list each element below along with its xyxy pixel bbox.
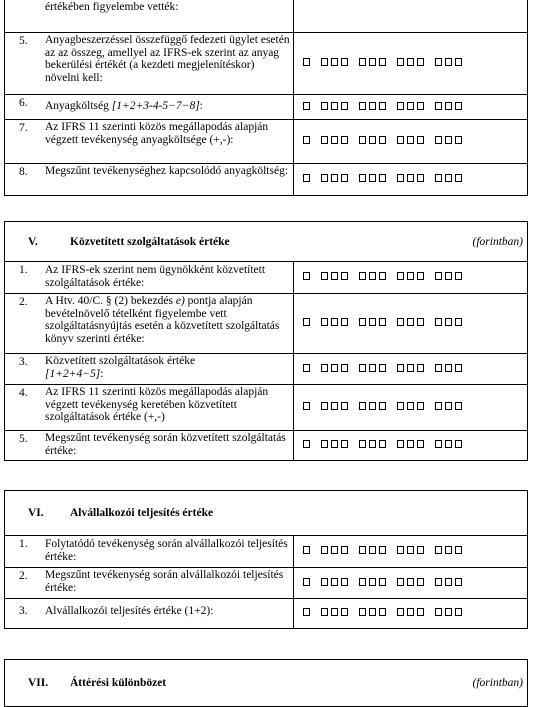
digit-box[interactable] [455, 272, 462, 280]
amount-input-boxes[interactable] [294, 385, 527, 430]
digit-box[interactable] [455, 546, 462, 554]
digit-box[interactable] [369, 136, 376, 144]
digit-box[interactable] [331, 402, 338, 410]
digit-box[interactable] [341, 578, 348, 586]
digit-box[interactable] [369, 578, 376, 586]
digit-box[interactable] [417, 272, 424, 280]
digit-box[interactable] [407, 608, 414, 616]
digit-box[interactable] [417, 58, 424, 66]
digit-box[interactable] [417, 578, 424, 586]
digit-box[interactable] [379, 136, 386, 144]
digit-box[interactable] [417, 546, 424, 554]
digit-box[interactable] [341, 102, 348, 110]
digit-box[interactable] [369, 102, 376, 110]
digit-box[interactable] [455, 136, 462, 144]
section-title: Alvállalkozói teljesítés értéke [70, 507, 214, 519]
digit-box[interactable] [435, 58, 442, 66]
digit-box[interactable] [445, 546, 452, 554]
row-number: 3. [19, 356, 28, 368]
digit-box[interactable] [359, 102, 366, 110]
digit-box[interactable] [435, 318, 442, 326]
row-number: 1. [19, 538, 28, 550]
row-description: Megszűnt tevékenység során alvállalkozói teljesítés értéke: [43, 568, 294, 598]
digit-box[interactable] [341, 364, 348, 372]
row-description: Alvállalkozói teljesítés értéke (1+2): [43, 599, 294, 628]
unit-label: (forintban) [472, 235, 523, 248]
digit-box[interactable] [359, 578, 366, 586]
digit-box[interactable] [435, 608, 442, 616]
digit-box[interactable] [331, 440, 338, 448]
digit-box[interactable] [455, 174, 462, 182]
row-description: Anyagbeszerzéssel összefüggő fedezeti ügylet esetén az az összeg, amellyel az IFRS-ek szerint az anyag bekerülési értékét (a kezdeti megjelenítéskor) növelni kell: [43, 33, 294, 94]
empty-cell [294, 0, 527, 32]
digit-box[interactable] [341, 402, 348, 410]
digit-box[interactable] [369, 318, 376, 326]
emphasis-text: e) [175, 295, 185, 307]
amount-input-boxes[interactable] [294, 536, 527, 567]
digit-box[interactable] [397, 578, 404, 586]
digit-box[interactable] [397, 272, 404, 280]
section-v-header [4, 221, 528, 262]
row-number: 2. [19, 570, 28, 582]
subcontractor-table [4, 535, 528, 629]
digit-box[interactable] [303, 402, 310, 410]
digit-box[interactable] [303, 608, 310, 616]
digit-box[interactable] [359, 318, 366, 326]
row-description: Az IFRS-ek szerint nem ügynökként közvetített szolgáltatások értéke: [43, 262, 294, 293]
digit-box[interactable] [455, 102, 462, 110]
table-row [5, 163, 527, 195]
digit-box[interactable] [417, 364, 424, 372]
digit-box[interactable] [417, 402, 424, 410]
row-description: Megszűnt tevékenységhez kapcsolódó anyagköltség: [43, 164, 294, 195]
digit-box[interactable] [321, 136, 328, 144]
material-cost-table [4, 0, 528, 196]
digit-box[interactable] [397, 174, 404, 182]
digit-box[interactable] [331, 364, 338, 372]
table-row [5, 293, 527, 353]
table-row [5, 430, 527, 460]
table-row [5, 384, 527, 430]
digit-box[interactable] [445, 272, 452, 280]
digit-box[interactable] [359, 174, 366, 182]
digit-box[interactable] [331, 102, 338, 110]
digit-box[interactable] [379, 272, 386, 280]
digit-box[interactable] [407, 440, 414, 448]
digit-box[interactable] [417, 608, 424, 616]
digit-box[interactable] [455, 318, 462, 326]
digit-box[interactable] [359, 608, 366, 616]
row-description: Anyagköltség [1+2+3-4-5−7−8]: [43, 95, 294, 119]
digit-box[interactable] [435, 578, 442, 586]
digit-box[interactable] [397, 402, 404, 410]
digit-box[interactable] [369, 440, 376, 448]
section-vii-header [4, 659, 528, 707]
digit-box[interactable] [369, 546, 376, 554]
digit-box[interactable] [407, 58, 414, 66]
digit-box[interactable] [331, 136, 338, 144]
digit-box[interactable] [321, 174, 328, 182]
table-row [5, 567, 527, 598]
digit-box[interactable] [303, 136, 310, 144]
digit-box[interactable] [435, 546, 442, 554]
digit-box[interactable] [445, 58, 452, 66]
row-number: 5. [19, 433, 28, 445]
digit-box[interactable] [341, 318, 348, 326]
digit-box[interactable] [397, 440, 404, 448]
digit-box[interactable] [303, 318, 310, 326]
digit-box[interactable] [407, 364, 414, 372]
digit-box[interactable] [445, 402, 452, 410]
digit-box[interactable] [321, 608, 328, 616]
digit-box[interactable] [341, 608, 348, 616]
digit-box[interactable] [359, 546, 366, 554]
row-number: 6. [19, 97, 28, 109]
digit-box[interactable] [369, 608, 376, 616]
amount-input-boxes[interactable] [294, 95, 527, 119]
table-row [5, 119, 527, 163]
digit-box[interactable] [303, 272, 310, 280]
digit-box[interactable] [397, 102, 404, 110]
digit-box[interactable] [407, 102, 414, 110]
digit-box[interactable] [359, 440, 366, 448]
table-row [5, 94, 527, 119]
table-row [5, 32, 527, 94]
section-vi-header [4, 490, 528, 536]
digit-box[interactable] [303, 364, 310, 372]
digit-box[interactable] [435, 364, 442, 372]
amount-input-boxes[interactable] [294, 33, 527, 94]
formula: [1+2+4−5] [45, 367, 101, 380]
digit-box[interactable] [341, 440, 348, 448]
digit-box[interactable] [455, 440, 462, 448]
digit-box[interactable] [321, 440, 328, 448]
row-number: 1. [19, 264, 28, 276]
digit-box[interactable] [379, 318, 386, 326]
digit-box[interactable] [379, 578, 386, 586]
row-description: Folytatódó tevékenység során alvállalkozói teljesítés értéke: [43, 536, 294, 567]
digit-box[interactable] [455, 578, 462, 586]
section-number: VII. [28, 677, 49, 689]
digit-box[interactable] [445, 174, 452, 182]
digit-box[interactable] [407, 578, 414, 586]
digit-box[interactable] [455, 364, 462, 372]
digit-box[interactable] [321, 546, 328, 554]
digit-box[interactable] [303, 174, 310, 182]
digit-box[interactable] [331, 578, 338, 586]
digit-box[interactable] [379, 440, 386, 448]
row-number [5, 0, 43, 32]
digit-box[interactable] [407, 136, 414, 144]
row-number: 7. [19, 122, 28, 134]
digit-box[interactable] [369, 364, 376, 372]
digit-box[interactable] [331, 546, 338, 554]
digit-box[interactable] [369, 272, 376, 280]
digit-box[interactable] [417, 318, 424, 326]
digit-box[interactable] [455, 58, 462, 66]
digit-box[interactable] [369, 402, 376, 410]
digit-box[interactable] [379, 102, 386, 110]
digit-box[interactable] [397, 364, 404, 372]
digit-box[interactable] [341, 174, 348, 182]
digit-box[interactable] [435, 102, 442, 110]
digit-box[interactable] [303, 102, 310, 110]
digit-box[interactable] [397, 136, 404, 144]
section-title: Áttérési különbözet [70, 677, 167, 689]
digit-box[interactable] [321, 272, 328, 280]
digit-box[interactable] [359, 136, 366, 144]
digit-box[interactable] [417, 440, 424, 448]
digit-box[interactable] [331, 272, 338, 280]
unit-label: (forintban) [472, 677, 523, 689]
digit-box[interactable] [303, 546, 310, 554]
table-row [5, 262, 527, 293]
digit-box[interactable] [331, 318, 338, 326]
row-number: 3. [19, 605, 28, 617]
digit-box[interactable] [321, 102, 328, 110]
table-row [5, 353, 527, 384]
row-description: A Htv. 40/C. § (2) bekezdés e) pontja alapján bevételnövelő tételként figyelembe vett szolgáltatásnyújtás esetén a közvetített szolgáltatás könyv szerinti értéke: [43, 294, 294, 353]
digit-box[interactable] [303, 58, 310, 66]
digit-box[interactable] [435, 272, 442, 280]
digit-box[interactable] [445, 136, 452, 144]
digit-box[interactable] [321, 578, 328, 586]
table-row [5, 598, 527, 628]
row-description: Megszűnt tevékenység során közvetített szolgáltatás értéke: [43, 431, 294, 460]
amount-input-boxes[interactable] [294, 599, 527, 628]
table-row [5, 0, 527, 32]
digit-box[interactable] [341, 546, 348, 554]
digit-box[interactable] [359, 364, 366, 372]
amount-input-boxes[interactable] [294, 431, 527, 460]
digit-box[interactable] [435, 136, 442, 144]
section-number: V. [28, 235, 38, 248]
intermediated-services-table [4, 261, 528, 461]
digit-box[interactable] [369, 58, 376, 66]
digit-box[interactable] [379, 546, 386, 554]
digit-box[interactable] [417, 136, 424, 144]
amount-input-boxes[interactable] [294, 294, 527, 353]
digit-box[interactable] [417, 102, 424, 110]
digit-box[interactable] [407, 546, 414, 554]
row-number: 2. [19, 296, 28, 308]
digit-box[interactable] [359, 58, 366, 66]
digit-box[interactable] [407, 402, 414, 410]
digit-box[interactable] [359, 402, 366, 410]
digit-box[interactable] [445, 318, 452, 326]
digit-box[interactable] [321, 402, 328, 410]
digit-box[interactable] [445, 440, 452, 448]
row-number: 4. [19, 387, 28, 399]
amount-input-boxes[interactable] [294, 262, 527, 293]
formula: [1+2+3-4-5−7−8] [111, 100, 200, 112]
digit-box[interactable] [445, 102, 452, 110]
digit-box[interactable] [341, 272, 348, 280]
digit-box[interactable] [379, 364, 386, 372]
section-number: VI. [28, 507, 44, 519]
amount-input-boxes[interactable] [294, 568, 527, 598]
digit-box[interactable] [417, 174, 424, 182]
digit-box[interactable] [397, 58, 404, 66]
digit-box[interactable] [455, 608, 462, 616]
row-description: Az IFRS 11 szerinti közös megállapodás alapján végzett tevékenység keretében közvetített szolgáltatások értéke (+,-) [43, 385, 294, 430]
digit-box[interactable] [379, 58, 386, 66]
digit-box[interactable] [397, 546, 404, 554]
digit-box[interactable] [407, 174, 414, 182]
digit-box[interactable] [331, 174, 338, 182]
amount-input-boxes[interactable] [294, 120, 527, 163]
digit-box[interactable] [341, 58, 348, 66]
row-description: Közvetített szolgáltatások értéke [1+2+4−5]: [43, 354, 294, 384]
digit-box[interactable] [435, 174, 442, 182]
digit-box[interactable] [359, 272, 366, 280]
digit-box[interactable] [321, 364, 328, 372]
digit-box[interactable] [455, 402, 462, 410]
digit-box[interactable] [303, 440, 310, 448]
digit-box[interactable] [435, 402, 442, 410]
digit-box[interactable] [331, 58, 338, 66]
digit-box[interactable] [445, 364, 452, 372]
row-description: Az IFRS 11 szerinti közös megállapodás alapján végzett tevékenység anyagköltsége (+,-): [43, 120, 294, 163]
digit-box[interactable] [435, 440, 442, 448]
digit-box[interactable] [397, 318, 404, 326]
table-row [5, 536, 527, 567]
digit-box[interactable] [445, 578, 452, 586]
digit-box[interactable] [369, 174, 376, 182]
digit-box[interactable] [379, 402, 386, 410]
digit-box[interactable] [407, 318, 414, 326]
section-title: Közvetített szolgáltatások értéke [70, 235, 230, 248]
row-description: értékében figyelembe vették: [43, 0, 294, 32]
row-number: 8. [19, 166, 28, 178]
digit-box[interactable] [321, 58, 328, 66]
digit-box[interactable] [397, 608, 404, 616]
digit-box[interactable] [379, 174, 386, 182]
digit-box[interactable] [341, 136, 348, 144]
row-number: 5. [19, 35, 28, 47]
digit-box[interactable] [445, 608, 452, 616]
digit-box[interactable] [303, 578, 310, 586]
digit-box[interactable] [331, 608, 338, 616]
digit-box[interactable] [407, 272, 414, 280]
digit-box[interactable] [379, 608, 386, 616]
amount-input-boxes[interactable] [294, 164, 527, 195]
amount-input-boxes[interactable] [294, 354, 527, 384]
digit-box[interactable] [321, 318, 328, 326]
